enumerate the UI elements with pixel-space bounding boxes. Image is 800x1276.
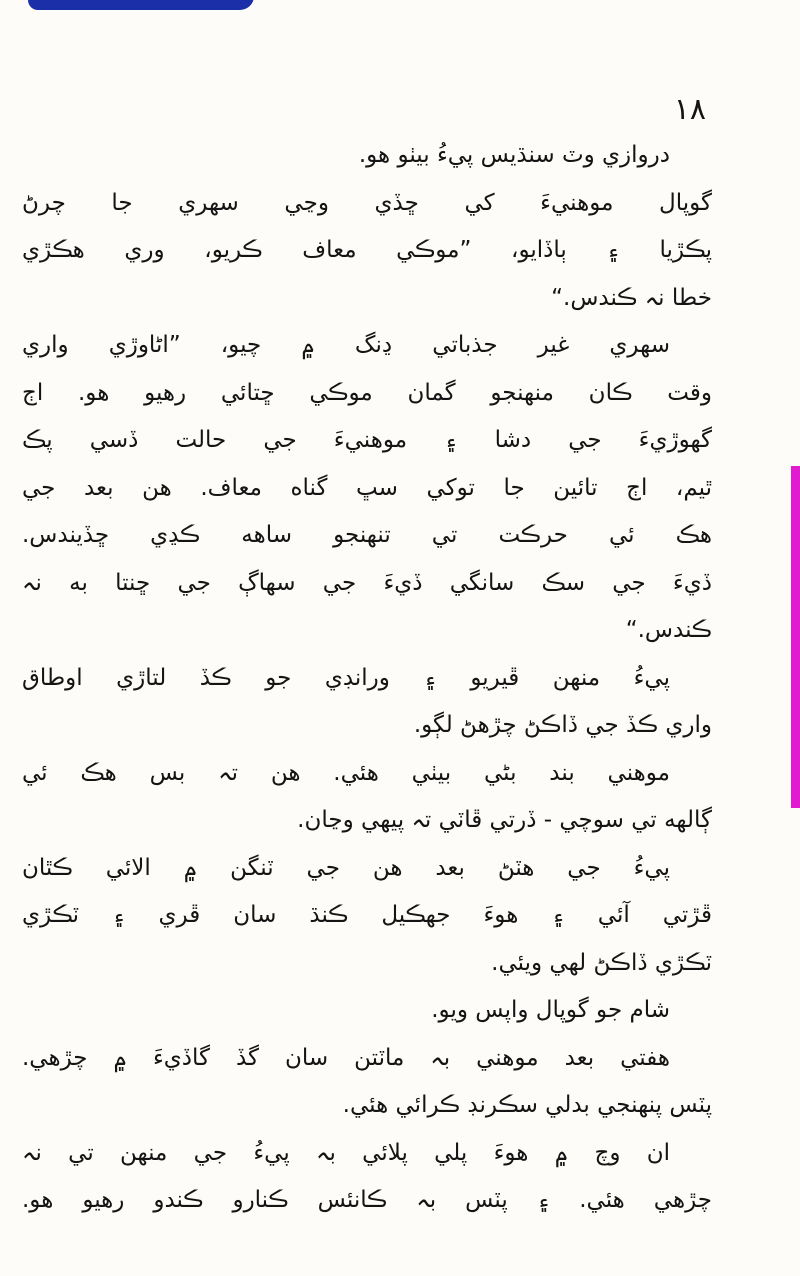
text-line: پٽس پنهنجي بدلي سڪرنڊ ڪرائي هئي. <box>342 1092 712 1118</box>
text-line: خطا نہ ڪندس.“ <box>551 284 712 311</box>
text-line: دروازي وٽ سنڌيس پيءُ بيٺو هو. <box>358 142 670 168</box>
text-line: ڳالهه تي سوچي - ڏرتي ڦاٽي تہ پيهي وڃان. <box>297 807 712 833</box>
text-line: گهوڙيءَ جي دشا ۽ موهنيءَ جي حالت ڏسي پڪ <box>22 427 712 453</box>
text-line: سهري غير جذباتي ڍنگ ۾ چيو، ”اڻاوڙي واري <box>22 332 670 358</box>
text-line: پيءُ منهن ڦيريو ۽ ورانڊي جو ڪڏ لتاڙي اوطاق <box>22 664 670 691</box>
text-line: پيءُ جي هٽڻ بعد هن جي ٽنگن ۾ الائي ڪٿان <box>22 854 670 881</box>
text-line: ٽڪڙي ڏاڪڻ لهي ويئي. <box>491 949 712 976</box>
text-line: وقت ڪان منهنجو گمان موڪي ڇتائي رهيو هو. اڄ <box>22 379 712 406</box>
text-line: ڪندس.“ <box>625 617 712 643</box>
text-line: هفتي بعد موهني بہ ماٽتن سان گڏ گاڏيءَ ۾ چڙهي. <box>22 1044 670 1071</box>
page-number: ١٨ <box>673 92 706 127</box>
text-line: ڦڙتي آئي ۽ هوءَ جهڪيل ڪنڌ سان ڦري ۽ ٽڪڙي <box>22 902 712 928</box>
text-line: موهني بند بڻي بيٺي هئي. هن تہ بس هڪ ئي <box>22 759 670 786</box>
body-text <box>22 132 712 1225</box>
text-line: شام جو گوپال واپس ويو. <box>431 997 670 1023</box>
text-line: چڙهي هئي. ۽ پٽس بہ ڪانئس ڪنارو ڪندو رهيو هو. <box>22 1187 712 1213</box>
blue-ink-mark <box>28 0 254 10</box>
text-line: گوپال موهنيءَ کي ڇڏي وڃي سهري جا چرڻ <box>22 189 712 216</box>
text-line: ٿيم، اڄ تائين جا توکي سڀ گناه معاف. هن بعد جي <box>22 474 712 501</box>
text-line: ڏيءَ جي سڪ سانگي ڏيءَ جي سهاڳ جي ڇنتا به نہ <box>22 569 712 596</box>
text-line: پڪڙيا ۽ ٻاڏايو، ”موڪي معاف ڪريو، وري هڪڙي <box>22 237 712 263</box>
text-line: هڪ ئي حرڪت تي تنهنجو ساهه ڪڍي ڇڏيندس. <box>22 522 712 548</box>
magenta-page-edge <box>791 466 800 808</box>
text-line: ان وچ ۾ هوءَ پلي پلائي بہ پيءُ جي منهن تي نہ <box>22 1139 670 1166</box>
text-line: واري ڪڏ جي ڏاڪڻ چڙهڻ لڳو. <box>413 712 712 738</box>
